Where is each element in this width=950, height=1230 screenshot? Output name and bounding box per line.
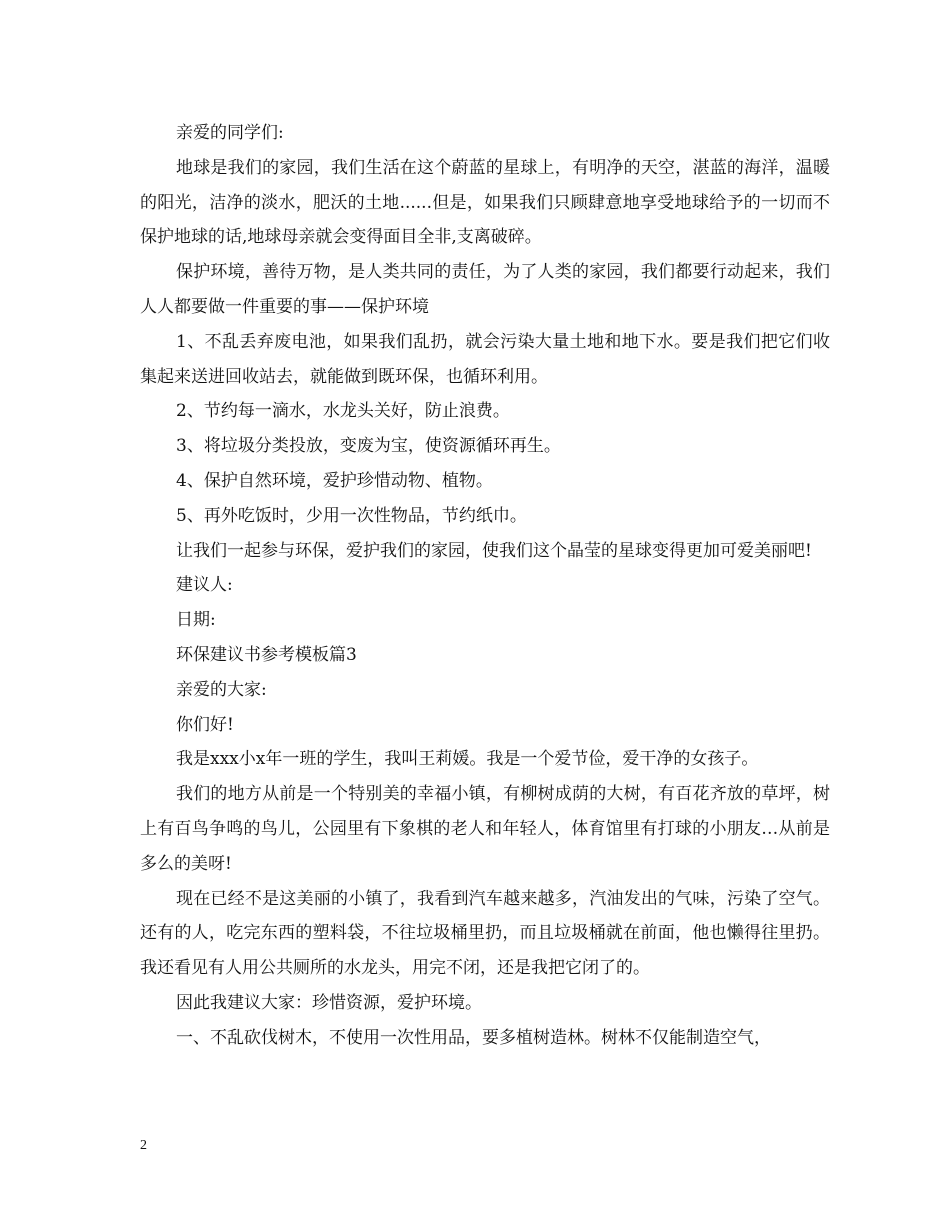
greeting-everyone: 亲爱的大家:: [176, 679, 267, 700]
proposer-label: 建议人:: [176, 575, 233, 596]
list-item-5: 5、再外吃饭时，少用一次性物品，节约纸巾。: [176, 505, 527, 526]
list-item-1: 1、不乱丢弃废电池，如果我们乱扔，就会污染大量土地和地下水。要是我们把它们收集起来送进回收站去，就能做到既环保，也循环利用。: [140, 331, 830, 387]
page-number: 2: [140, 1138, 147, 1153]
list-item-2: 2、节约每一滴水，水龙头关好，防止浪费。: [176, 401, 510, 422]
document-body: [140, 116, 830, 1056]
paragraph-town-now: 现在已经不是这美丽的小镇了，我看到汽车越来越多，汽油发出的气味，污染了空气。还有的人，吃完东西的塑料袋，不往垃圾桶里扔，而且垃圾桶就在前面，他也懒得往里扔。我还看见有人用公共厕所的水龙头，用完不闭，还是我把它闭了的。: [140, 888, 830, 979]
paragraph-protect-environment: 保护环境，善待万物，是人类共同的责任，为了人类的家园，我们都要行动起来，我们人人都要做一件重要的事——保护环境: [140, 262, 830, 317]
paragraph-point-one: 一、不乱砍伐树木，不使用一次性用品，要多植树造林。树林不仅能制造空气，: [176, 1027, 771, 1048]
greeting-classmates: 亲爱的同学们:: [176, 123, 284, 143]
paragraph-call-to-action: 让我们一起参与环保，爱护我们的家园，使我们这个晶莹的星球变得更加可爱美丽吧!: [176, 540, 812, 561]
paragraph-earth-home: 地球是我们的家园，我们生活在这个蔚蓝的星球上，有明净的天空，湛蓝的海洋，温暖的阳光，洁净的淡水，肥沃的土地......但是，如果我们只顾肆意地享受地球给予的一切而不保护地球的话,地球母亲就会变得面目全非,支离破碎。: [140, 157, 830, 248]
hello-line: 你们好!: [176, 714, 234, 735]
date-label: 日期:: [176, 610, 216, 631]
self-introduction: 我是xxx小x年一班的学生，我叫王莉媛。我是一个爱节俭，爱干净的女孩子。: [176, 749, 759, 770]
paragraph-town-past: 我们的地方从前是一个特别美的幸福小镇，有柳树成荫的大树，有百花齐放的草坪，树上有百鸟争鸣的鸟儿，公园里有下象棋的老人和年轻人，体育馆里有打球的小朋友…从前是多么的美呀!: [140, 784, 830, 874]
section-title: 环保建议书参考模板篇3: [176, 644, 357, 665]
list-item-4: 4、保护自然环境，爱护珍惜动物、植物。: [176, 470, 493, 491]
list-item-3: 3、将垃圾分类投放，变废为宝，使资源循环再生。: [176, 436, 561, 457]
paragraph-suggestion: 因此我建议大家：珍惜资源，爱护环境。: [176, 992, 482, 1013]
